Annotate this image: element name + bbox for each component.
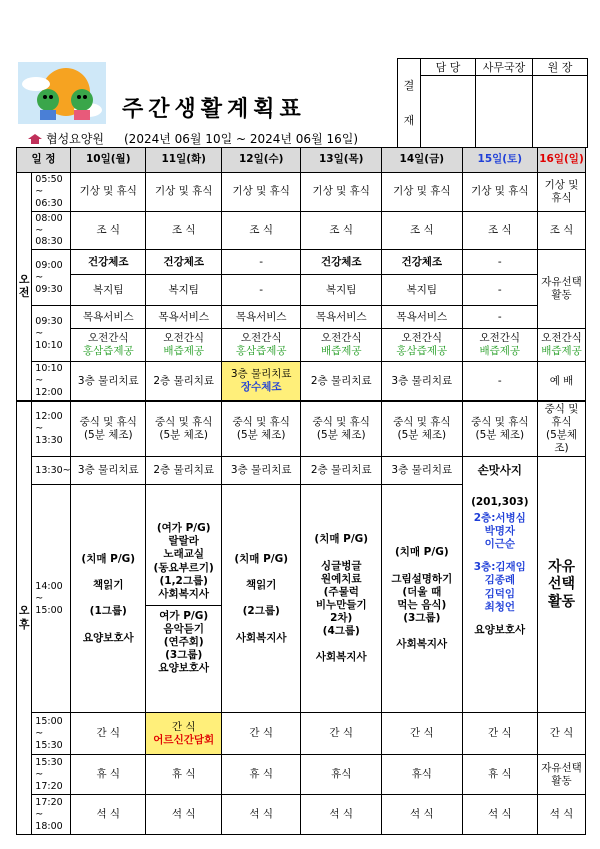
cell-thu-therapy-pm: 2층 물리치료 <box>301 457 382 485</box>
cell-tue-snack: 오전간식 배즙제공 <box>146 329 221 362</box>
approval-sign-office-chief[interactable] <box>476 76 533 148</box>
cell-sat-health: - <box>462 250 537 275</box>
row-wake <box>17 173 586 212</box>
cell-sat-welfare: - <box>462 275 537 306</box>
weekly-schedule-table <box>16 147 586 835</box>
row-bath <box>17 306 586 329</box>
cell-mon-rest: 휴 식 <box>71 755 146 795</box>
cell-sun-rest: 자유선택 활동 <box>538 755 586 795</box>
cell-sat-rest: 휴 식 <box>462 755 537 795</box>
cell-fri-health: 건강체조 <box>382 250 463 275</box>
cell-fri-snack: 오전간식 홍삼즙제공 <box>382 329 463 362</box>
cell-fri-therapy: 3층 물리치료 <box>382 362 463 401</box>
approval-sign-manager[interactable] <box>421 76 476 148</box>
cell-sat-snack: 오전간식 배즙제공 <box>462 329 537 362</box>
organization-name: 협성요양원 <box>46 132 104 146</box>
period-range: (2024년 06월 10일 ~ 2024년 06월 16일) <box>124 132 359 146</box>
day-header-fri: 14일(금) <box>382 148 463 173</box>
day-header-sun: 16일(일) <box>538 148 586 173</box>
cell-wed-bath: 목욕서비스 <box>221 306 301 329</box>
cell-sun-dinner: 석 식 <box>538 795 586 835</box>
cell-fri-bath: 목욕서비스 <box>382 306 463 329</box>
cell-tue-therapy-pm: 2층 물리치료 <box>146 457 221 485</box>
cell-tue-therapy: 2층 물리치료 <box>146 362 221 401</box>
cell-sun-breakfast: 조 식 <box>538 211 586 250</box>
cell-sat-snack-pm: 간 식 <box>462 713 537 755</box>
cell-tue-wake: 기상 및 휴식 <box>146 173 221 212</box>
cell-wed-therapy: 3층 물리치료 장수체조 <box>221 362 301 401</box>
day-header-sat: 15일(토) <box>462 148 537 173</box>
cell-fri-program: (치매 P/G) 그림설명하기 (더울 때 먹는 음식) (3그룹) 사회복지사 <box>382 485 463 713</box>
time-cell: 14:00 ~ 15:00 <box>32 485 71 713</box>
period-am: 오 전 <box>17 173 32 401</box>
cell-tue-welfare: 복지팀 <box>146 275 221 306</box>
cell-mon-therapy-pm: 3층 물리치료 <box>71 457 146 485</box>
time-cell: 17:20 ~ 18:00 <box>32 795 71 835</box>
row-snack-am <box>17 329 586 362</box>
time-cell: 15:00 ~ 15:30 <box>32 713 71 755</box>
cell-fri-welfare: 복지팀 <box>382 275 463 306</box>
cell-sat-wake: 기상 및 휴식 <box>462 173 537 212</box>
cell-thu-bath: 목욕서비스 <box>301 306 382 329</box>
cell-sat-dinner: 석 식 <box>462 795 537 835</box>
cell-thu-wake: 기상 및 휴식 <box>301 173 382 212</box>
row-welfare <box>17 275 586 306</box>
approval-sign-director[interactable] <box>533 76 588 148</box>
cell-sun-free-select: 자유선택 활동 <box>538 250 586 329</box>
period-pm: 오 후 <box>17 401 32 835</box>
cell-thu-dinner: 석 식 <box>301 795 382 835</box>
cell-wed-dinner: 석 식 <box>221 795 301 835</box>
time-cell: 13:30~ <box>32 457 71 485</box>
header-row <box>17 148 586 173</box>
cell-mon-snack: 오전간식 홍삼즙제공 <box>71 329 146 362</box>
cell-wed-snack: 오전간식 홍삼즙제공 <box>221 329 301 362</box>
cell-sun-wake: 기상 및 휴식 <box>538 173 586 212</box>
cell-mon-program: (치매 P/G) 책읽기 (1그룹) 요양보호사 <box>71 485 146 713</box>
cell-fri-dinner: 석 식 <box>382 795 463 835</box>
row-breakfast <box>17 211 586 250</box>
tue-program-1: (여가 P/G) 랄랄라 노래교실 (동요부르기) (1,2그룹) 사회복지사 <box>153 522 214 600</box>
cell-sun-snack-pm: 간 식 <box>538 713 586 755</box>
cell-mon-bath: 목욕서비스 <box>71 306 146 329</box>
time-cell: 09:30 ~ 10:10 <box>32 306 71 362</box>
approval-header-office-chief: 사무국장 <box>476 59 533 76</box>
cell-mon-snack-pm: 간 식 <box>71 713 146 755</box>
cell-tue-dinner: 석 식 <box>146 795 221 835</box>
cell-mon-therapy: 3층 물리치료 <box>71 362 146 401</box>
approval-box <box>397 58 588 148</box>
row-snack-pm <box>17 713 586 755</box>
time-cell: 09:00 ~ 09:30 <box>32 250 71 306</box>
cell-sun-free: 자유 선택 활동 <box>538 457 586 713</box>
time-cell: 12:00 ~ 13:30 <box>32 401 71 457</box>
approval-header-manager: 담 당 <box>421 59 476 76</box>
cell-mon-lunch: 중식 및 휴식 (5분 체조) <box>71 401 146 457</box>
cell-fri-lunch: 중식 및 휴식 (5분 체조) <box>382 401 463 457</box>
cell-sat-lunch: 중식 및 휴식 (5분 체조) <box>462 401 537 457</box>
cell-fri-therapy-pm: 3층 물리치료 <box>382 457 463 485</box>
time-cell: 15:30 ~ 17:20 <box>32 755 71 795</box>
approval-header-director: 원 장 <box>533 59 588 76</box>
row-lunch <box>17 401 586 457</box>
cell-mon-dinner: 석 식 <box>71 795 146 835</box>
cell-sat-bath: - <box>462 306 537 329</box>
cell-thu-breakfast: 조 식 <box>301 211 382 250</box>
cell-wed-snack-pm: 간 식 <box>221 713 301 755</box>
organization <box>28 130 104 147</box>
cell-wed-rest: 휴 식 <box>221 755 301 795</box>
cell-tue-snack-pm: 간 식 어르신간담회 <box>146 713 221 755</box>
cell-thu-welfare: 복지팀 <box>301 275 382 306</box>
cell-sun-snack: 오전간식 배즙제공 <box>538 329 586 362</box>
cell-wed-welfare: - <box>221 275 301 306</box>
cell-fri-rest: 휴식 <box>382 755 463 795</box>
cell-fri-breakfast: 조 식 <box>382 211 463 250</box>
house-icon <box>28 134 42 144</box>
day-header-thu: 13일(목) <box>301 148 382 173</box>
cell-mon-breakfast: 조 식 <box>71 211 146 250</box>
time-cell: 08:00 ~ 08:30 <box>32 211 71 250</box>
cell-mon-welfare: 복지팀 <box>71 275 146 306</box>
cell-wed-lunch: 중식 및 휴식 (5분 체조) <box>221 401 301 457</box>
logo-illustration <box>18 62 106 124</box>
cell-tue-rest: 휴 식 <box>146 755 221 795</box>
cell-thu-rest: 휴식 <box>301 755 382 795</box>
time-cell: 10:10 ~ 12:00 <box>32 362 71 401</box>
cell-sat-breakfast: 조 식 <box>462 211 537 250</box>
time-cell: 05:50 ~ 06:30 <box>32 173 71 212</box>
cell-thu-health: 건강체조 <box>301 250 382 275</box>
cell-fri-wake: 기상 및 휴식 <box>382 173 463 212</box>
tue-program-2: 여가 P/G) 음악듣기 (연주회) (3그룹) 요양보호사 <box>146 605 220 678</box>
cell-sat-massage: 손맛사지 (201,303) 2층:서병심 박명자 이근순 3층:김재임 김종례 김덕임 최청언 요양보호사 <box>462 457 537 713</box>
cell-thu-snack-pm: 간 식 <box>301 713 382 755</box>
row-therapy-pm <box>17 457 586 485</box>
cell-wed-breakfast: 조 식 <box>221 211 301 250</box>
cell-thu-therapy: 2층 물리치료 <box>301 362 382 401</box>
day-header-wed: 12일(수) <box>221 148 301 173</box>
cell-wed-wake: 기상 및 휴식 <box>221 173 301 212</box>
cell-tue-breakfast: 조 식 <box>146 211 221 250</box>
cell-mon-wake: 기상 및 휴식 <box>71 173 146 212</box>
row-rest <box>17 755 586 795</box>
page-title: 주간생활계획표 <box>122 97 306 122</box>
row-therapy <box>17 362 586 401</box>
cell-thu-program: (치매 P/G) 싱글벙글 원예치료 (주물럭 비누만들기 2차) (4그룹) 사회복지사 <box>301 485 382 713</box>
approval-label: 결 재 <box>398 59 421 148</box>
cell-tue-health: 건강체조 <box>146 250 221 275</box>
cell-wed-therapy-pm: 3층 물리치료 <box>221 457 301 485</box>
row-dinner <box>17 795 586 835</box>
corner-header: 일 정 <box>17 148 71 173</box>
cell-mon-health: 건강체조 <box>71 250 146 275</box>
cell-fri-snack-pm: 간 식 <box>382 713 463 755</box>
cell-sat-therapy: - <box>462 362 537 401</box>
day-header-mon: 10일(월) <box>71 148 146 173</box>
day-header-tue: 11일(화) <box>146 148 221 173</box>
cell-wed-health: - <box>221 250 301 275</box>
cell-tue-program <box>146 485 221 713</box>
row-health <box>17 250 586 275</box>
cell-thu-snack: 오전간식 배즙제공 <box>301 329 382 362</box>
cell-tue-bath: 목욕서비스 <box>146 306 221 329</box>
cell-tue-lunch: 중식 및 휴식 (5분 체조) <box>146 401 221 457</box>
cell-sun-worship: 예 배 <box>538 362 586 401</box>
cell-thu-lunch: 중식 및 휴식 (5분 체조) <box>301 401 382 457</box>
cell-wed-program: (치매 P/G) 책읽기 (2그룹) 사회복지사 <box>221 485 301 713</box>
cell-sun-lunch: 중식 및 휴식 (5분체조) <box>538 401 586 457</box>
